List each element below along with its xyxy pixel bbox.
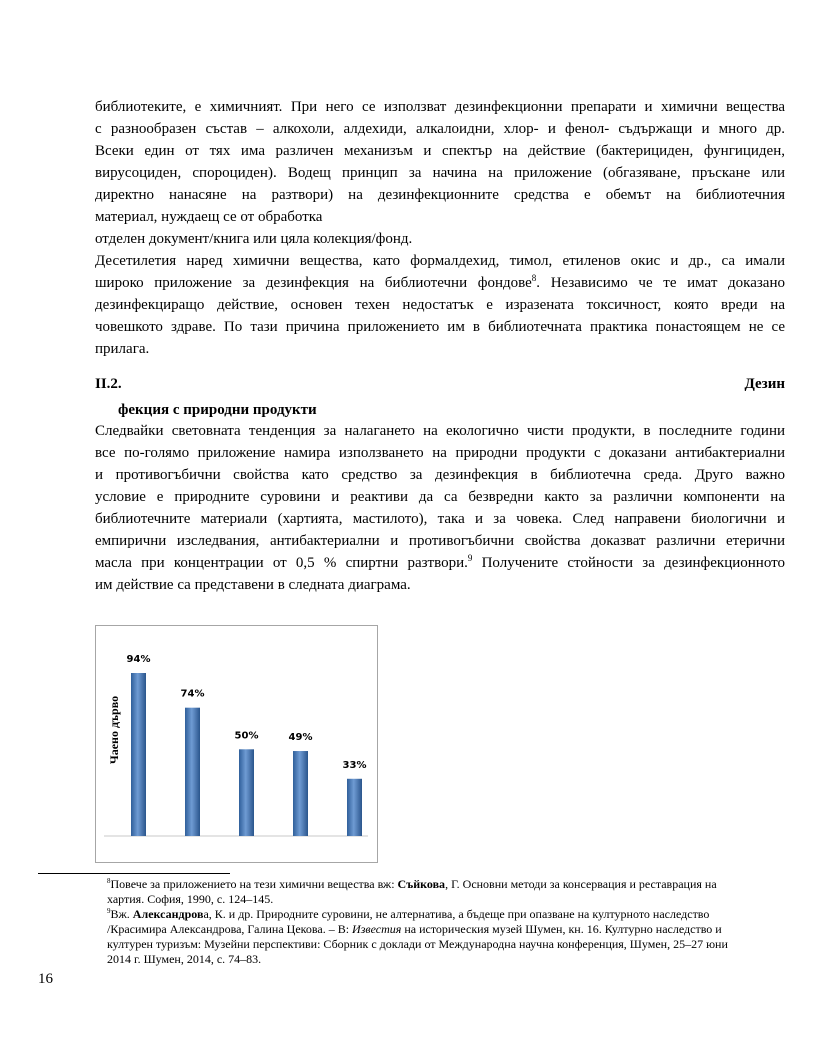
footnote-mark: 9 bbox=[107, 907, 111, 915]
data-label-4: 49% bbox=[288, 732, 313, 744]
text-line: с разнообразен състав – алкохоли, алдехиди, алкалоидни, хлор- и фенол- съдържащи и много др. bbox=[95, 121, 785, 137]
author-name: Александров bbox=[132, 907, 204, 921]
footnote-mark: 8 bbox=[107, 877, 111, 885]
text-line: Десетилетия наред химични вещества, като формалдехид, тимол, етиленов окис и др., са имали bbox=[95, 253, 785, 269]
footnote-8 bbox=[107, 877, 797, 907]
text-line: емпирични изследвания, антибактериални и противогъбични свойства доказват различни етерични bbox=[95, 533, 785, 549]
y-axis-label: Чаено дърво bbox=[107, 695, 121, 765]
text-line: прилага. bbox=[95, 341, 150, 357]
footnote-ref-9[interactable]: 9 bbox=[467, 553, 473, 563]
text-fragment: а, К. и др. Природните суровини, не алтернатива, а бъдеще при опазване на културното наследство bbox=[203, 907, 710, 921]
text-fragment: хартия. София, 1990, с. 124–145. bbox=[107, 892, 274, 906]
text-line: условие е природните суровини и реактиви да са безвредни както за различни компоненти на bbox=[95, 489, 785, 505]
text-fragment: , Г. Основни методи за консервация и реставрация на bbox=[445, 877, 717, 891]
text-fragment: широко приложение за дезинфекция на библиотечни фондове bbox=[95, 275, 532, 291]
bar-3 bbox=[239, 749, 254, 836]
text-fragment: . Независимо че те имат доказано bbox=[536, 275, 785, 291]
text-fragment: Получените стойности за дезинфекционното bbox=[472, 555, 785, 571]
data-label-1: 94% bbox=[126, 654, 151, 665]
text-line bbox=[95, 272, 785, 294]
text-line: вирусоциден, спороциден). Водещ принцип за начина на приложение (обгазяване, пръскане или bbox=[95, 165, 785, 181]
text-line: библиотечните материали (хартията, мастилото), така и за човека. След направени биологични и bbox=[95, 511, 785, 527]
text-line bbox=[95, 552, 785, 574]
paragraph-chemical-substances bbox=[95, 250, 785, 360]
text-line: библиотеките, е химичният. При него се използват дезинфекционни препарати и химични вещества bbox=[95, 99, 785, 115]
text-fragment: културен туризъм: Музейни перспективи: Сборник с доклади от Международна научна конференция, Шумен, 25–27 юни bbox=[107, 937, 728, 951]
section-title-part1: Дезин bbox=[744, 376, 785, 392]
author-name: Съйкова bbox=[397, 877, 446, 891]
text-line: дезинфекциращо действие, основен техен недостатък е изразената токсичност, която вреди на bbox=[95, 297, 785, 313]
bar-5 bbox=[347, 779, 362, 836]
text-line: материал, нуждаещ се от обработка bbox=[95, 209, 323, 225]
section-heading bbox=[95, 376, 785, 398]
text-fragment: /Красимира Александрова, Галина Цекова. – В: bbox=[107, 922, 353, 936]
text-fragment: Повече за приложението на тези химични вещества вж: bbox=[110, 877, 398, 891]
data-label-2: 74% bbox=[180, 688, 205, 700]
text-line: отделен документ/книга или цяла колекция/фонд. bbox=[95, 231, 413, 247]
journal-title: Известия bbox=[352, 922, 402, 936]
bar-4 bbox=[293, 751, 308, 836]
bar-chart bbox=[95, 625, 378, 863]
data-label-3: 50% bbox=[234, 730, 259, 742]
section-number: II.2. bbox=[95, 376, 122, 392]
data-label-5: 33% bbox=[342, 759, 367, 771]
paragraph-natural-products bbox=[95, 420, 785, 596]
section-title-part2: фекция с природни продукти bbox=[118, 402, 317, 418]
footnote-ref-8[interactable]: 8 bbox=[531, 273, 537, 283]
bar-1 bbox=[131, 673, 146, 836]
chart-canvas bbox=[96, 626, 377, 862]
text-line: Всеки един от тях има различен механизъм и спектър на действие (бактерициден, фунгициден, bbox=[95, 143, 785, 159]
bar-2 bbox=[185, 708, 200, 836]
page-number: 16 bbox=[38, 971, 53, 987]
text-line: директно нанасяне на разтвори) на дезинфекционните средства е обемът на библиотечния bbox=[95, 187, 785, 203]
bars-group bbox=[127, 654, 367, 836]
text-fragment: Вж. bbox=[110, 907, 133, 921]
text-line: Следвайки световната тенденция за налагането на екологично чисти продукти, в последните години bbox=[95, 423, 785, 439]
footnote-separator bbox=[38, 873, 230, 874]
footnote-9 bbox=[107, 907, 797, 967]
text-line: човешкото здраве. По тази причина приложението им в библиотечната практика понастоящем не се bbox=[95, 319, 785, 335]
text-fragment: на историческия музей Шумен, кн. 16. Културно наследство и bbox=[401, 922, 722, 936]
text-line: и противогъбични свойства като средство за дезинфекция в библиотечна среда. Друго важно bbox=[95, 467, 785, 483]
paragraph-chemical-method bbox=[95, 96, 785, 250]
text-line: все по-голямо приложение намира използването на природни продукти с доказани антибактериални bbox=[95, 445, 785, 461]
text-fragment: 2014 г. Шумен, 2014, с. 74–83. bbox=[107, 952, 262, 966]
text-fragment: масла при концентрации от 0,5 % спиртни разтвори. bbox=[95, 555, 468, 571]
text-line: им действие са представени в следната диаграма. bbox=[95, 577, 411, 593]
